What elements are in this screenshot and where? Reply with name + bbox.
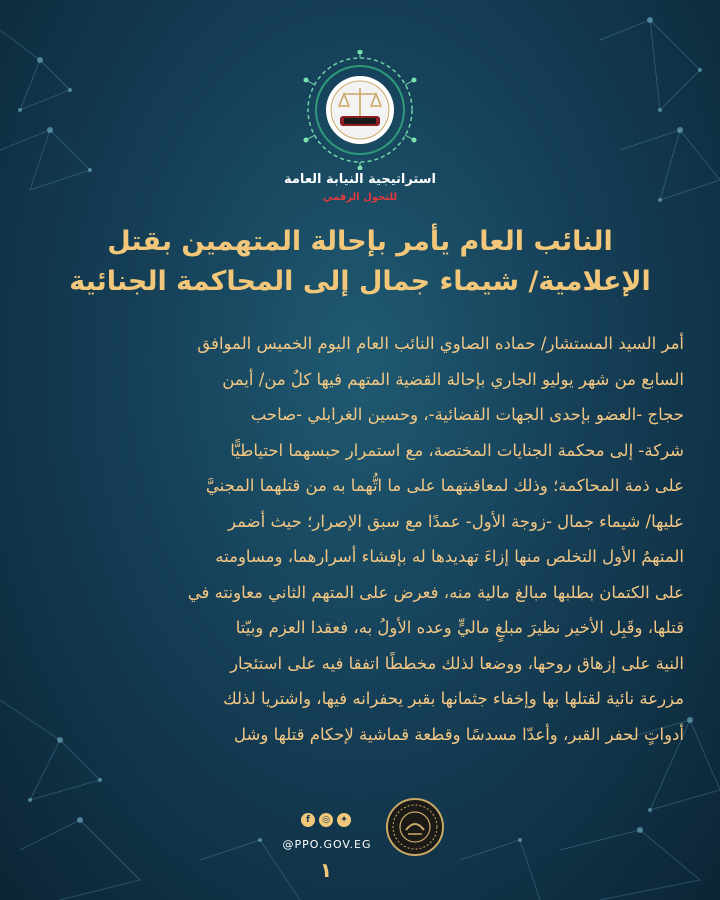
- brand-subtitle: للتحول الرقمي: [322, 192, 398, 203]
- page-number: ١: [319, 858, 333, 882]
- body-line: المتهمُ الأول التخلص منها إزاءَ تهديدها له بإفشاء أسرارهما، ومساومته: [215, 547, 684, 566]
- media-department-seal: [386, 798, 444, 856]
- headline-line-2: الإعلامية/ شيماء جمال إلى المحاكمة الجنائية: [69, 266, 651, 297]
- body-line: النية على إزهاق روحها، ووضعا لذلك مخططًا اتفقا فيه على استئجار: [230, 653, 684, 673]
- website-handle[interactable]: @PPO.GOV.EG: [282, 838, 372, 851]
- brand-title: استراتيجية النيابة العامة: [284, 172, 436, 187]
- body-line: حجاج -العضو بإحدى الجهات القضائية-، وحسين الغرابلي -صاحب: [250, 405, 684, 424]
- body-line: مزرعة نائية لقتلها بها وإخفاء جثمانها بقبر يحفرانه فيها، واشتريا لذلك: [223, 689, 684, 708]
- body-line: قتلها، وقَبِل الأخير نظيرَ مبلغٍ ماليٍّ وعده الأولُ به، فعقدا العزم وبيّتا: [235, 618, 684, 637]
- body-line: على ذمة المحاكمة؛ وذلك لمعاقبتهما على ما اتُّهما به من قتلهما المجنيَّ: [205, 476, 684, 495]
- body-line: السابع من شهر يوليو الجاري بإحالة القضية المتهم فيها كلٌ من/ أيمن: [222, 369, 684, 389]
- twitter-icon[interactable]: ✦: [337, 813, 351, 827]
- body-line: عليها/ شيماء جمال -زوجة الأول- عمدًا مع سبق الإصرار؛ حيث أضمر: [228, 511, 684, 531]
- social-icons: [296, 813, 356, 829]
- body-line: شركة- إلى محكمة الجنايات المختصة، مع استمرار حبسهما احتياطيًّا: [230, 440, 684, 460]
- headline-line-1: النائب العام يأمر بإحالة المتهمين بقتل: [107, 226, 613, 257]
- statement-body: [36, 326, 684, 752]
- body-line: أدواتٍ لحفر القبر، وأعدّا مسدسًا وقطعة قماشية لإحكام قتلها وشل: [234, 724, 684, 744]
- facebook-icon[interactable]: f: [301, 813, 315, 827]
- body-line: أمر السيد المستشار/ حماده الصاوي النائب العام اليوم الخميس الموافق: [197, 334, 684, 353]
- body-line: على الكتمان بطلبها مبالغ مالية منه، فعرض على المتهم الثاني معاونته في: [187, 582, 684, 602]
- instagram-icon[interactable]: ◎: [319, 813, 333, 827]
- prosecution-logo: [300, 50, 420, 170]
